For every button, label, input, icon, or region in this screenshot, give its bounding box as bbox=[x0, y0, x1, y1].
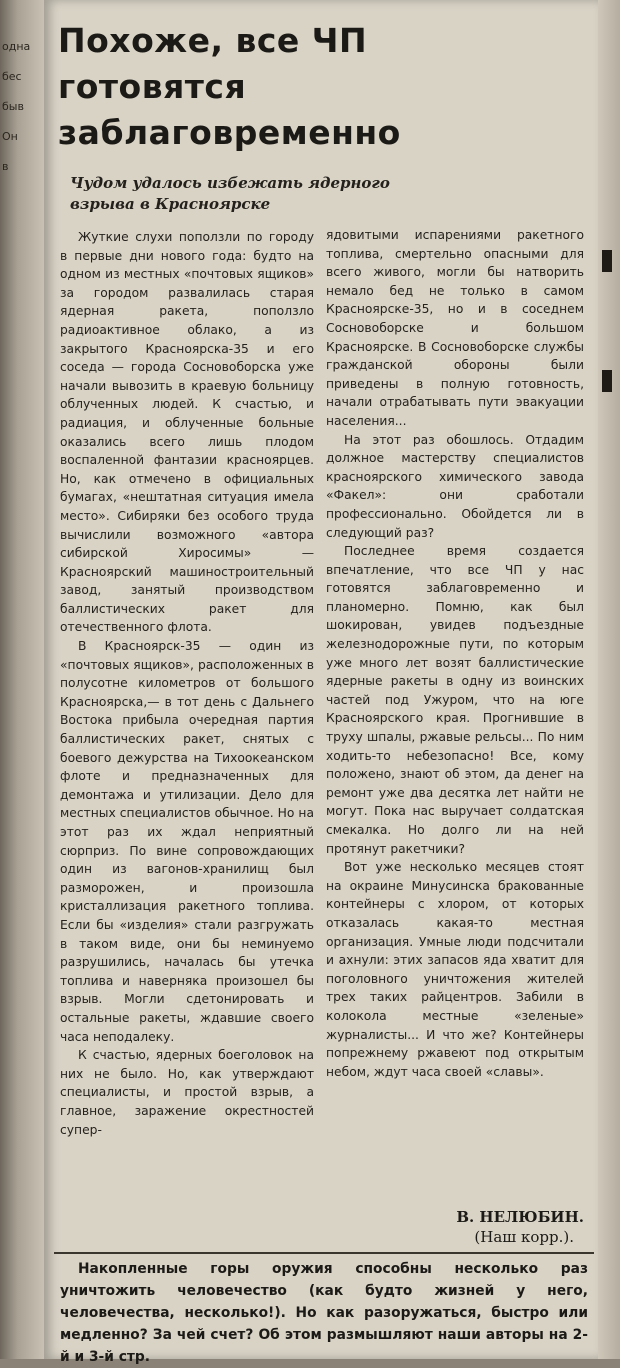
article-column-left bbox=[60, 228, 314, 1139]
article-byline: В. НЕЛЮБИН. bbox=[456, 1208, 584, 1226]
newspaper-article bbox=[44, 0, 598, 1365]
article-paragraph: ядовитыми испарениями ракетного топлива, смертельно опасными для всего живого, могли бы натворить немало бед не только в самом Красноярске-35, но и в соседнем Сосновоборске и большом Красноярске. В Сосновоборске службы гражданской обороны были приведены в полную готовность, начали отрабатывать пути эвакуации населения... bbox=[326, 228, 584, 428]
article-paragraph: В Красноярск-35 — один из «почтовых ящиков», расположенных в полусотне километров от большого Красноярска,— в тот день с Дальнего Востока прибыла очередная партия баллистических ракет, снятых с боевого дежурства на Тихоокеанском флоте и предназначенных для демонтажа и утилизации. Дело для местных специалистов обычное. Но на этот раз их ждал неприятный сюрприз. По вине сопровождающих один из вагонов-хранилищ был разморожен, и произошла кристаллизация ракетного топлива. Если бы «изделия» стали разгружать в таком виде, они бы неминуемо разрушились, началась бы утечка топлива и наверняка произошел бы взрыв. Могли сдетонировать и остальные ракеты, ждавшие своего часа неподалеку. bbox=[60, 639, 314, 1044]
article-paragraph: Вот уже несколько месяцев стоят на окраине Минусинска бракованные контейнеры с хлором, от которых отказалась какая-то местная организация. Умные люди подсчитали и ахнули: этих запасов яда хватит для поголовного уничтожения жителей трех таких райцентров. Забили в колокола местные «зеленые» журналисты... И что же? Контейнеры попрежнему ржавеют под открытым небом, ждут часа своей «славы». bbox=[326, 860, 584, 1079]
adjacent-page-edge bbox=[598, 0, 620, 1359]
article-paragraph: К счастью, ядерных боеголовок на них не было. Но, как утверждают специалисты, и простой взрыв, а главное, заражение окрестностей супер- bbox=[60, 1048, 314, 1137]
adjacent-page-fragment: быв bbox=[2, 100, 24, 113]
article-paragraph: Последнее время создается впечатление, что все ЧП у нас готовятся заблаговременно и планомерно. Помню, как был шокирован, увидев подъездные железнодорожные пути, по которым уже много лет возят баллистические ядерные ракеты в одну из воинских частей под Ужуром, что на юге Красноярского края. Прогнившие в труху шпалы, ржавые рельсы... По ним ходить-то небезопасно! Все, кому положено, знают об этом, да денег на ремонт уже два десятка лет найти не могут. Пока нас выручает солдатская смекалка. Но долго ли на ней протянут ракетчики? bbox=[326, 544, 584, 856]
print-mark bbox=[602, 370, 612, 392]
article-source: (Наш корр.). bbox=[474, 1228, 574, 1246]
adjacent-page-fragment: одна bbox=[2, 40, 31, 53]
adjacent-page-strip bbox=[0, 0, 44, 1359]
article-column-right bbox=[326, 226, 584, 1081]
adjacent-page-fragment: Он bbox=[2, 130, 18, 143]
article-subheadline: Чудом удалось избежать ядерного взрыва в Красноярске bbox=[70, 174, 390, 213]
article-paragraph: На этот раз обошлось. Отдадим должное мастерству специалистов красноярского химического завода «Факел»: они сработали профессионально. Обойдется ли в следующий раз? bbox=[326, 432, 584, 540]
editorial-note: Накопленные горы оружия способны несколько раз уничтожить человечество (как будто жизней у него, человечества, несколько!). Но как разоружаться, быстро или медленно? За чей счет? Об этом размышляют наши авторы на 2-й и 3-й стр. bbox=[60, 1261, 588, 1365]
adjacent-page-fragment: бес bbox=[2, 70, 22, 83]
section-divider bbox=[54, 1252, 594, 1254]
print-mark bbox=[602, 250, 612, 272]
adjacent-page-fragment: в bbox=[2, 160, 9, 173]
article-headline: Похоже, все ЧП готовятся заблаговременно bbox=[58, 21, 401, 152]
article-paragraph: Жуткие слухи поползли по городу в первые дни нового года: будто на одном из местных «почтовых ящиков» за городом развалилась старая ядерная ракета, поползло радиоактивное облако, а из закрытого Красноярска-35 и его соседа — города Сосновоборска уже начали вывозить в краевую больницу облученных людей. К счастью, и радиация, и облученные больные оказались всего лишь плодом воспаленной фантазии красноярцев. Но, как отмечено в официальных бумагах, «нештатная ситуация имела место». Сибиряки без особого труда вычислили возможного «автора сибирской Хиросимы» — Красноярский машиностроительный завод, занятый производством баллистических ракет для отечественного флота. bbox=[60, 230, 314, 635]
